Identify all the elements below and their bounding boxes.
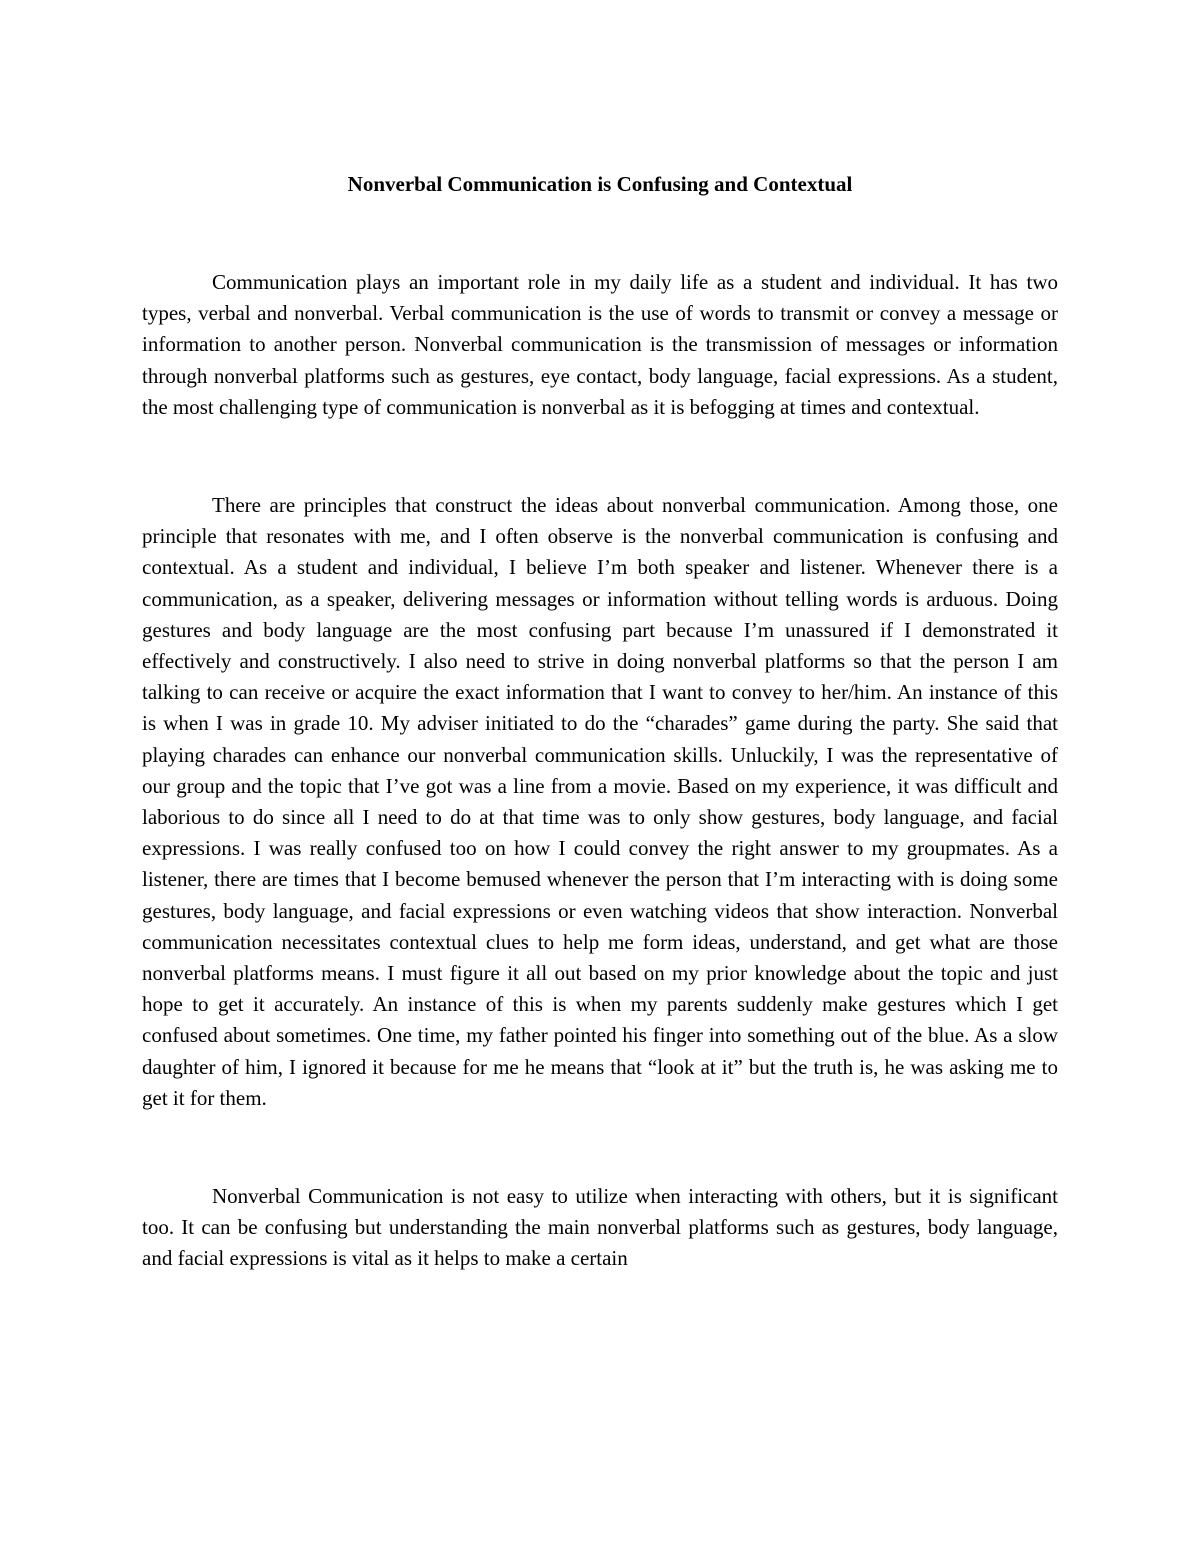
paragraph-2: There are principles that construct the ideas about nonverbal communication. Among those, one principle that resonates with me, and I often observe is the nonverbal communication is confusing and contextual. As a student and individual, I believe I’m both speaker and listener. Whenever there is a communication, as a speaker, delivering messages or information without telling words is arduous. Doing gestures and body language are the most confusing part because I’m unassured if I demonstrated it effectively and constructively. I also need to strive in doing nonverbal platforms so that the person I am talking to can receive or acquire the exact information that I want to convey to her/him. An instance of this is when I was in grade 10. My adviser initiated to do the “charades” game during the party. She said that playing charades can enhance our nonverbal communication skills. Unluckily, I was the representative of our group and the topic that I’ve got was a line from a movie. Based on my experience, it was difficult and laborious to do since all I need to do at that time was to only show gestures, body language, and facial expressions. I was really confused too on how I could convey the right answer to my groupmates. As a listener, there are times that I become bemused whenever the person that I’m interacting with is doing some gestures, body language, and facial expressions or even watching videos that show interaction. Nonverbal communication necessitates contextual clues to help me form ideas, understand, and get what are those nonverbal platforms means. I must figure it all out based on my prior knowledge about the topic and just hope to get it accurately. An instance of this is when my parents suddenly make gestures which I get confused about sometimes. One time, my father pointed his finger into something out of the blue. As a slow daughter of him, I ignored it because for me he means that “look at it” but the truth is, he was asking me to get it for them. xyxy=(142,493,1058,1110)
paragraph-1: Communication plays an important role in my daily life as a student and individual. It has two types, verbal and nonverbal. Verbal communication is the use of words to transmit or convey a message or information to another person. Nonverbal communication is the transmission of messages or information through nonverbal platforms such as gestures, eye contact, body language, facial expressions. As a student, the most challenging type of communication is nonverbal as it is befogging at times and contextual. xyxy=(142,270,1058,419)
paragraph-3: Nonverbal Communication is not easy to utilize when interacting with others, but it is significant too. It can be confusing but understanding the main nonverbal platforms such as gestures, body language, and facial expressions is vital as it helps to make a certain xyxy=(142,1184,1058,1271)
document-title: Nonverbal Communication is Confusing and Contextual xyxy=(347,172,853,196)
document-page xyxy=(142,168,1058,1275)
